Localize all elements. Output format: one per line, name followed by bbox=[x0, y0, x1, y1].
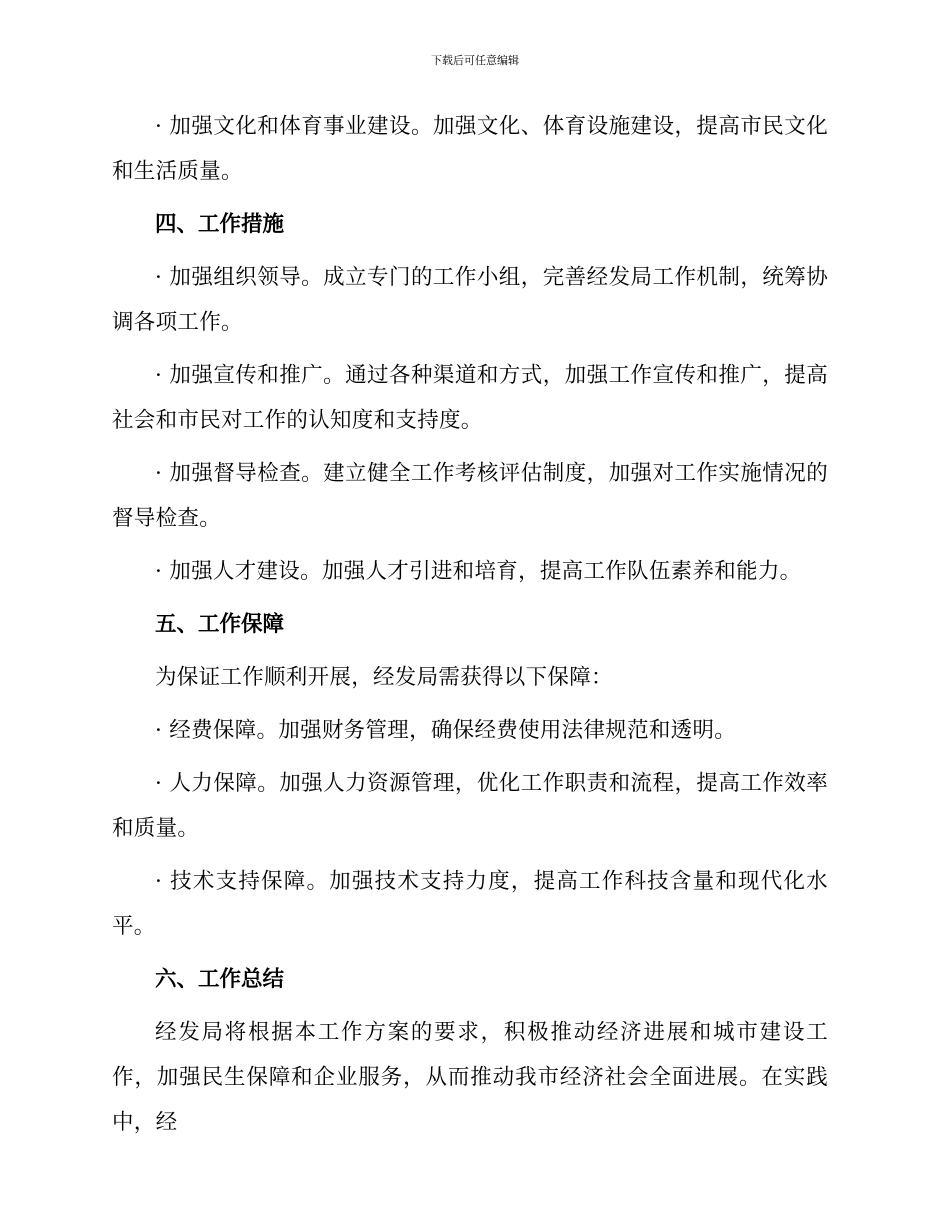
document-body bbox=[112, 104, 828, 1145]
bullet-publicity-promotion: · 加强宣传和推广。通过各种渠道和方式，加强工作宣传和推广，提高社会和市民对工作的认知度和支持度。 bbox=[112, 363, 828, 433]
guarantees-intro: 为保证工作顺利开展，经发局需获得以下保障： bbox=[155, 665, 613, 690]
section-heading-guarantees: 五、工作保障 bbox=[155, 612, 285, 637]
bullet-funding-guarantee: · 经费保障。加强财务管理，确保经费使用法律规范和透明。 bbox=[155, 718, 737, 743]
summary-paragraph: 经发局将根据本工作方案的要求，积极推动经济进展和城市建设工作，加强民生保障和企业服务，从而推动我市经济社会全面进展。在实践中，经 bbox=[112, 1020, 828, 1135]
section-heading-measures: 四、工作措施 bbox=[155, 212, 285, 237]
bullet-talent-building: · 加强人才建设。加强人才引进和培育，提高工作队伍素养和能力。 bbox=[155, 559, 802, 584]
bullet-culture-sports: · 加强文化和体育事业建设。加强文化、体育设施建设，提高市民文化和生活质量。 bbox=[112, 114, 828, 184]
section-heading-summary: 六、工作总结 bbox=[155, 967, 285, 992]
bullet-supervision-inspection: · 加强督导检查。建立健全工作考核评估制度，加强对工作实施情况的督导检查。 bbox=[112, 461, 828, 531]
page-header: 下载后可任意编辑 bbox=[431, 54, 519, 67]
bullet-organization-leadership: · 加强组织领导。成立专门的工作小组，完善经发局工作机制，统筹协调各项工作。 bbox=[112, 265, 828, 335]
bullet-human-resources-guarantee: · 人力保障。加强人力资源管理，优化工作职责和流程，提高工作效率和质量。 bbox=[112, 771, 828, 841]
bullet-technical-support-guarantee: · 技术支持保障。加强技术支持力度，提高工作科技含量和现代化水平。 bbox=[112, 869, 828, 939]
